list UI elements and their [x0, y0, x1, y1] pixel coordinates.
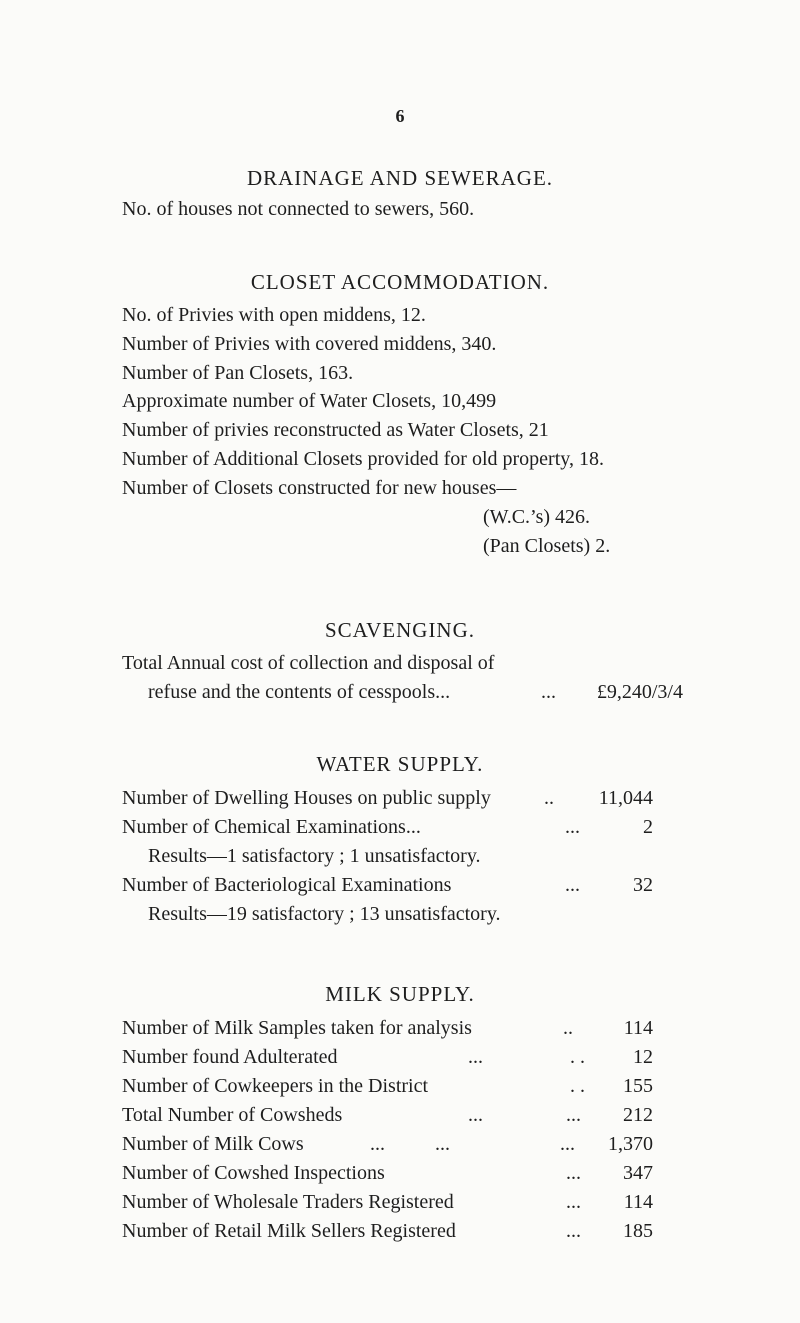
drainage-line: No. of houses not connected to sewers, 560. [122, 198, 475, 220]
scavenging-line: refuse and the contents of cesspools... [148, 681, 451, 703]
water-row-value: 32 [633, 874, 653, 896]
leader-dots: ... [566, 1104, 581, 1126]
closet-wc-line: (W.C.’s) 426. [483, 506, 591, 528]
closet-line: Approximate number of Water Closets, 10,499 [122, 390, 497, 412]
milk-heading: MILK SUPPLY. [325, 982, 475, 1006]
milk-row-label: Number of Cowshed Inspections [122, 1162, 385, 1184]
milk-row-value: 185 [623, 1220, 653, 1242]
milk-row-value: 347 [623, 1162, 653, 1184]
water-row-label: Number of Dwelling Houses on public supply [122, 787, 491, 809]
milk-row-label: Total Number of Cowsheds [122, 1104, 343, 1126]
milk-row-label: Number of Retail Milk Sellers Registered [122, 1220, 456, 1242]
milk-row-value: 212 [623, 1104, 653, 1126]
leader-dots: ... [566, 1220, 581, 1242]
leader-dots: ... [468, 1104, 483, 1126]
page-number: 6 [395, 106, 405, 126]
milk-row-value: 12 [633, 1046, 653, 1068]
milk-row-label: Number of Cowkeepers in the District [122, 1075, 429, 1097]
water-results: Results—19 satisfactory ; 13 unsatisfactory. [148, 903, 501, 925]
leader-dots: ... [566, 1191, 581, 1213]
closet-line: Number of Privies with covered middens, 340. [122, 333, 497, 355]
leader-dots: ... ... [370, 1133, 450, 1155]
milk-row-label: Number of Wholesale Traders Registered [122, 1191, 454, 1213]
scavenging-line: Total Annual cost of collection and disposal of [122, 652, 495, 674]
water-row-label: Number of Chemical Examinations... [122, 816, 421, 838]
leader-dots: . . [570, 1046, 585, 1068]
closet-line: Number of Closets constructed for new houses— [122, 477, 517, 499]
drainage-heading: DRAINAGE AND SEWERAGE. [246, 166, 554, 190]
scavenging-heading: SCAVENGING. [324, 618, 476, 642]
water-row-value: 2 [643, 816, 653, 838]
water-row-label: Number of Bacteriological Examinations [122, 874, 452, 896]
closet-line: No. of Privies with open middens, 12. [122, 304, 426, 326]
milk-row-value: 114 [623, 1017, 653, 1039]
milk-row-label: Number of Milk Cows [122, 1133, 304, 1155]
scavenging-cost-value: £9,240/3/4 [596, 681, 683, 703]
water-row-value: 11,044 [598, 787, 653, 809]
water-heading: WATER SUPPLY. [316, 752, 484, 776]
milk-row-value: 1,370 [608, 1133, 653, 1155]
closet-heading: CLOSET ACCOMMODATION. [250, 270, 550, 294]
leader-dots: ... [560, 1133, 575, 1155]
closet-line: Number of Pan Closets, 163. [122, 362, 354, 384]
milk-row-label: Number found Adulterated [122, 1046, 338, 1068]
leader-dots: . . [570, 1075, 585, 1097]
leader-dots: ... [565, 874, 580, 896]
leader-dots: ... [541, 681, 556, 703]
closet-pan-line: (Pan Closets) 2. [483, 535, 611, 557]
leader-dots: .. [563, 1017, 573, 1039]
milk-row-value: 155 [623, 1075, 653, 1097]
closet-line: Number of Additional Closets provided for old property, 18. [122, 448, 604, 470]
leader-dots: ... [565, 816, 580, 838]
milk-row-value: 114 [623, 1191, 653, 1213]
water-results: Results—1 satisfactory ; 1 unsatisfactory. [148, 845, 481, 867]
milk-row-label: Number of Milk Samples taken for analysis [122, 1017, 472, 1039]
leader-dots: ... [468, 1046, 483, 1068]
leader-dots: ... [566, 1162, 581, 1184]
leader-dots: .. [544, 787, 554, 809]
closet-line: Number of privies reconstructed as Water Closets, 21 [122, 419, 549, 441]
